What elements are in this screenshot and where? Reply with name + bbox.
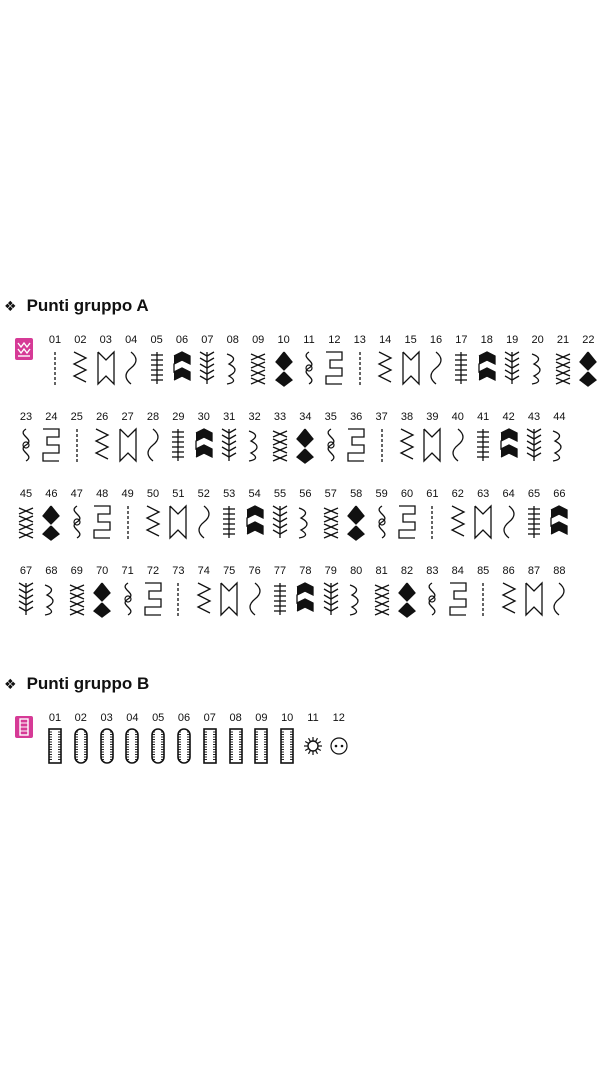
stitch-pattern-icon <box>547 425 571 465</box>
stitch-number: 85 <box>477 565 490 577</box>
stitch-pattern-icon <box>399 348 423 388</box>
stitch-pattern-icon <box>141 579 165 619</box>
stitch-pattern-icon <box>322 348 346 388</box>
stitch-pattern-icon <box>192 579 216 619</box>
stitch-number: 35 <box>324 411 337 423</box>
stitch-pattern-icon <box>424 348 448 388</box>
stitch-pattern-icon <box>43 726 67 766</box>
stitch-pattern-icon <box>319 579 343 619</box>
stitch-number: 73 <box>172 565 185 577</box>
stitch-pattern-icon <box>141 502 165 542</box>
stitch-pattern-icon <box>522 579 546 619</box>
stitch-pattern-icon <box>217 425 241 465</box>
stitch-pattern-icon <box>576 348 600 388</box>
stitch-pattern-icon <box>500 348 524 388</box>
stitch-pattern-icon <box>119 348 143 388</box>
stitch-pattern-icon <box>348 348 372 388</box>
stitch-number: 14 <box>379 334 392 346</box>
group-b-title: Punti gruppo B <box>26 674 150 693</box>
stitch-pattern-icon <box>170 348 194 388</box>
group-a-title: Punti gruppo A <box>26 296 149 315</box>
stitch-pattern-icon <box>166 502 190 542</box>
stitch-pattern-icon <box>475 348 499 388</box>
stitch-pattern-icon <box>243 579 267 619</box>
stitch-number: 55 <box>273 488 287 500</box>
stitch-number: 40 <box>451 411 464 423</box>
stitch-number: 07 <box>201 334 214 346</box>
stitch-number: 24 <box>45 411 58 423</box>
stitch-pattern-icon <box>69 726 93 766</box>
stitch-pattern-icon <box>471 425 495 465</box>
stitch-pattern-icon <box>293 579 317 619</box>
stitch-pattern-icon <box>120 726 144 766</box>
stitch-number: 08 <box>226 334 239 346</box>
stitch-pattern-icon <box>217 502 241 542</box>
stitch-pattern-icon <box>246 348 270 388</box>
stitch-number: 82 <box>400 565 414 577</box>
stitch-pattern-icon <box>395 502 419 542</box>
stitch-number: 71 <box>121 565 134 577</box>
stitch-number: 02 <box>74 712 87 724</box>
section-title-group-b <box>4 674 149 694</box>
stitch-pattern-icon <box>526 348 550 388</box>
stitch-pattern-icon <box>39 579 63 619</box>
stitch-pattern-icon <box>90 425 114 465</box>
stitch-pattern-icon <box>198 726 222 766</box>
stitch-number: 06 <box>175 334 189 346</box>
stitch-pattern-icon <box>95 726 119 766</box>
stitch-number: 47 <box>70 488 83 500</box>
stitch-number: 66 <box>553 488 566 500</box>
stitch-number: 46 <box>45 488 58 500</box>
stitch-pattern-icon <box>14 579 38 619</box>
stitch-number: 12 <box>332 712 345 724</box>
stitch-number: 19 <box>506 334 519 346</box>
stitch-pattern-icon <box>68 348 92 388</box>
stitch-pattern-icon <box>243 425 267 465</box>
stitch-pattern-icon <box>301 726 325 766</box>
stitch-number: 88 <box>553 565 566 577</box>
stitch-pattern-icon <box>192 502 216 542</box>
stitch-number: 29 <box>172 411 185 423</box>
stitch-number: 44 <box>553 411 566 423</box>
stitch-number: 84 <box>451 565 464 577</box>
stitch-pattern-icon <box>327 726 351 766</box>
stitch-pattern-icon <box>146 726 170 766</box>
stitch-pattern-icon <box>297 348 321 388</box>
stitch-pattern-icon <box>319 502 343 542</box>
stitch-number: 56 <box>299 488 312 500</box>
stitch-number: 03 <box>100 712 113 724</box>
stitch-pattern-icon <box>145 348 169 388</box>
stitch-number: 37 <box>375 411 388 423</box>
stitch-number: 08 <box>229 712 242 724</box>
stitch-pattern-icon <box>65 502 89 542</box>
stitch-number: 33 <box>273 411 287 423</box>
stitch-pattern-icon <box>497 502 521 542</box>
stitch-pattern-icon <box>116 502 140 542</box>
stitch-number: 43 <box>527 411 541 423</box>
stitch-pattern-icon <box>172 726 196 766</box>
stitch-pattern-icon <box>370 425 394 465</box>
stitch-number: 50 <box>146 488 160 500</box>
stitch-number: 77 <box>273 565 287 577</box>
stitch-number: 78 <box>299 565 312 577</box>
stitch-number: 69 <box>70 565 83 577</box>
stitch-number: 38 <box>400 411 414 423</box>
stitch-pattern-icon <box>166 579 190 619</box>
stitch-pattern-icon <box>65 425 89 465</box>
stitch-pattern-icon <box>268 425 292 465</box>
stitch-number: 10 <box>277 334 290 346</box>
stitch-pattern-icon <box>420 425 444 465</box>
stitch-number: 15 <box>404 334 417 346</box>
stitch-pattern-icon <box>471 579 495 619</box>
stitch-number: 06 <box>177 712 191 724</box>
stitch-number: 74 <box>197 565 210 577</box>
stitch-number: 79 <box>324 565 337 577</box>
stitch-number: 22 <box>582 334 595 346</box>
stitch-pattern-icon <box>344 579 368 619</box>
stitch-pattern-icon <box>395 425 419 465</box>
stitch-number: 12 <box>328 334 341 346</box>
stitch-pattern-icon <box>275 726 299 766</box>
stitch-number: 63 <box>477 488 490 500</box>
stitch-pattern-icon <box>141 425 165 465</box>
stitch-number: 75 <box>223 565 236 577</box>
stitch-pattern-icon <box>449 348 473 388</box>
section-title-group-a <box>4 296 149 316</box>
stitch-number: 51 <box>172 488 185 500</box>
stitch-number: 67 <box>19 565 33 577</box>
stitch-pattern-icon <box>272 348 296 388</box>
stitch-pattern-icon <box>497 425 521 465</box>
stitch-pattern-icon <box>420 502 444 542</box>
stitch-pattern-icon <box>551 348 575 388</box>
stitch-number: 20 <box>531 334 544 346</box>
stitch-number: 31 <box>223 411 236 423</box>
stitch-mode-b-icon <box>15 716 33 738</box>
stitch-pattern-icon <box>116 425 140 465</box>
stitch-number: 58 <box>350 488 363 500</box>
stitch-number: 39 <box>426 411 439 423</box>
stitch-pattern-icon <box>94 348 118 388</box>
stitch-number: 01 <box>48 712 62 724</box>
stitch-pattern-icon <box>373 348 397 388</box>
stitch-number: 62 <box>451 488 464 500</box>
stitch-number: 41 <box>477 411 490 423</box>
stitch-pattern-icon <box>224 726 248 766</box>
stitch-pattern-icon <box>344 502 368 542</box>
stitch-pattern-icon <box>446 579 470 619</box>
stitch-number: 09 <box>255 712 268 724</box>
stitch-number: 81 <box>375 565 388 577</box>
stitch-number: 54 <box>248 488 261 500</box>
stitch-pattern-icon <box>446 502 470 542</box>
stitch-number: 36 <box>350 411 363 423</box>
stitch-number: 07 <box>203 712 216 724</box>
stitch-pattern-icon <box>39 425 63 465</box>
stitch-number: 80 <box>350 565 363 577</box>
stitch-pattern-icon <box>471 502 495 542</box>
stitch-pattern-icon <box>395 579 419 619</box>
stitch-pattern-icon <box>192 425 216 465</box>
stitch-number: 13 <box>353 334 366 346</box>
stitch-number: 87 <box>527 565 541 577</box>
stitch-pattern-icon <box>446 425 470 465</box>
stitch-number: 42 <box>502 411 515 423</box>
stitch-mode-a-icon <box>15 338 33 360</box>
stitch-pattern-icon <box>547 502 571 542</box>
stitch-number: 65 <box>527 488 541 500</box>
stitch-number: 72 <box>146 565 160 577</box>
stitch-number: 48 <box>96 488 109 500</box>
stitch-pattern-icon <box>370 579 394 619</box>
stitch-pattern-icon <box>65 579 89 619</box>
stitch-pattern-icon <box>268 502 292 542</box>
stitch-pattern-icon <box>166 425 190 465</box>
stitch-number: 04 <box>125 334 138 346</box>
stitch-pattern-icon <box>43 348 67 388</box>
stitch-pattern-icon <box>14 425 38 465</box>
stitch-number: 10 <box>281 712 294 724</box>
stitch-number: 83 <box>426 565 439 577</box>
stitch-pattern-icon <box>268 579 292 619</box>
stitch-pattern-icon <box>116 579 140 619</box>
stitch-number: 70 <box>96 565 109 577</box>
stitch-number: 34 <box>299 411 312 423</box>
stitch-number: 23 <box>19 411 33 423</box>
stitch-pattern-icon <box>522 425 546 465</box>
stitch-pattern-icon <box>293 425 317 465</box>
diamond-bullet-icon: ❖ <box>4 675 17 692</box>
stitch-pattern-icon <box>195 348 219 388</box>
stitch-pattern-icon <box>243 502 267 542</box>
stitch-number: 27 <box>121 411 134 423</box>
stitch-pattern-icon <box>344 425 368 465</box>
stitch-number: 49 <box>121 488 134 500</box>
stitch-pattern-icon <box>14 502 38 542</box>
stitch-number: 05 <box>152 712 165 724</box>
stitch-number: 17 <box>455 334 468 346</box>
stitch-number: 18 <box>480 334 493 346</box>
stitch-number: 02 <box>74 334 87 346</box>
stitch-number: 59 <box>375 488 388 500</box>
stitch-number: 28 <box>146 411 160 423</box>
stitch-number: 52 <box>197 488 210 500</box>
diamond-bullet-icon: ❖ <box>4 297 17 314</box>
stitch-pattern-icon <box>497 579 521 619</box>
stitch-number: 05 <box>150 334 163 346</box>
stitch-number: 11 <box>303 334 315 346</box>
stitch-pattern-icon <box>319 425 343 465</box>
stitch-number: 32 <box>248 411 261 423</box>
stitch-number: 60 <box>400 488 414 500</box>
stitch-number: 57 <box>324 488 337 500</box>
stitch-number: 11 <box>307 712 319 724</box>
stitch-pattern-icon <box>221 348 245 388</box>
stitch-pattern-icon <box>370 502 394 542</box>
stitch-number: 30 <box>197 411 210 423</box>
stitch-pattern-icon <box>249 726 273 766</box>
stitch-number: 45 <box>19 488 33 500</box>
stitch-pattern-icon <box>90 502 114 542</box>
stitch-pattern-icon <box>293 502 317 542</box>
stitch-pattern-icon <box>547 579 571 619</box>
stitch-number: 53 <box>223 488 236 500</box>
stitch-number: 25 <box>70 411 83 423</box>
stitch-pattern-icon <box>90 579 114 619</box>
stitch-number: 86 <box>502 565 515 577</box>
stitch-number: 61 <box>426 488 439 500</box>
stitch-number: 21 <box>556 334 570 346</box>
stitch-number: 16 <box>429 334 443 346</box>
stitch-number: 76 <box>248 565 261 577</box>
stitch-number: 26 <box>96 411 109 423</box>
stitch-number: 03 <box>99 334 112 346</box>
stitch-pattern-icon <box>217 579 241 619</box>
stitch-number: 68 <box>45 565 58 577</box>
stitch-pattern-icon <box>522 502 546 542</box>
stitch-pattern-icon <box>39 502 63 542</box>
stitch-number: 01 <box>48 334 62 346</box>
stitch-number: 04 <box>126 712 139 724</box>
stitch-pattern-icon <box>420 579 444 619</box>
stitch-number: 64 <box>502 488 515 500</box>
stitch-number: 09 <box>252 334 265 346</box>
